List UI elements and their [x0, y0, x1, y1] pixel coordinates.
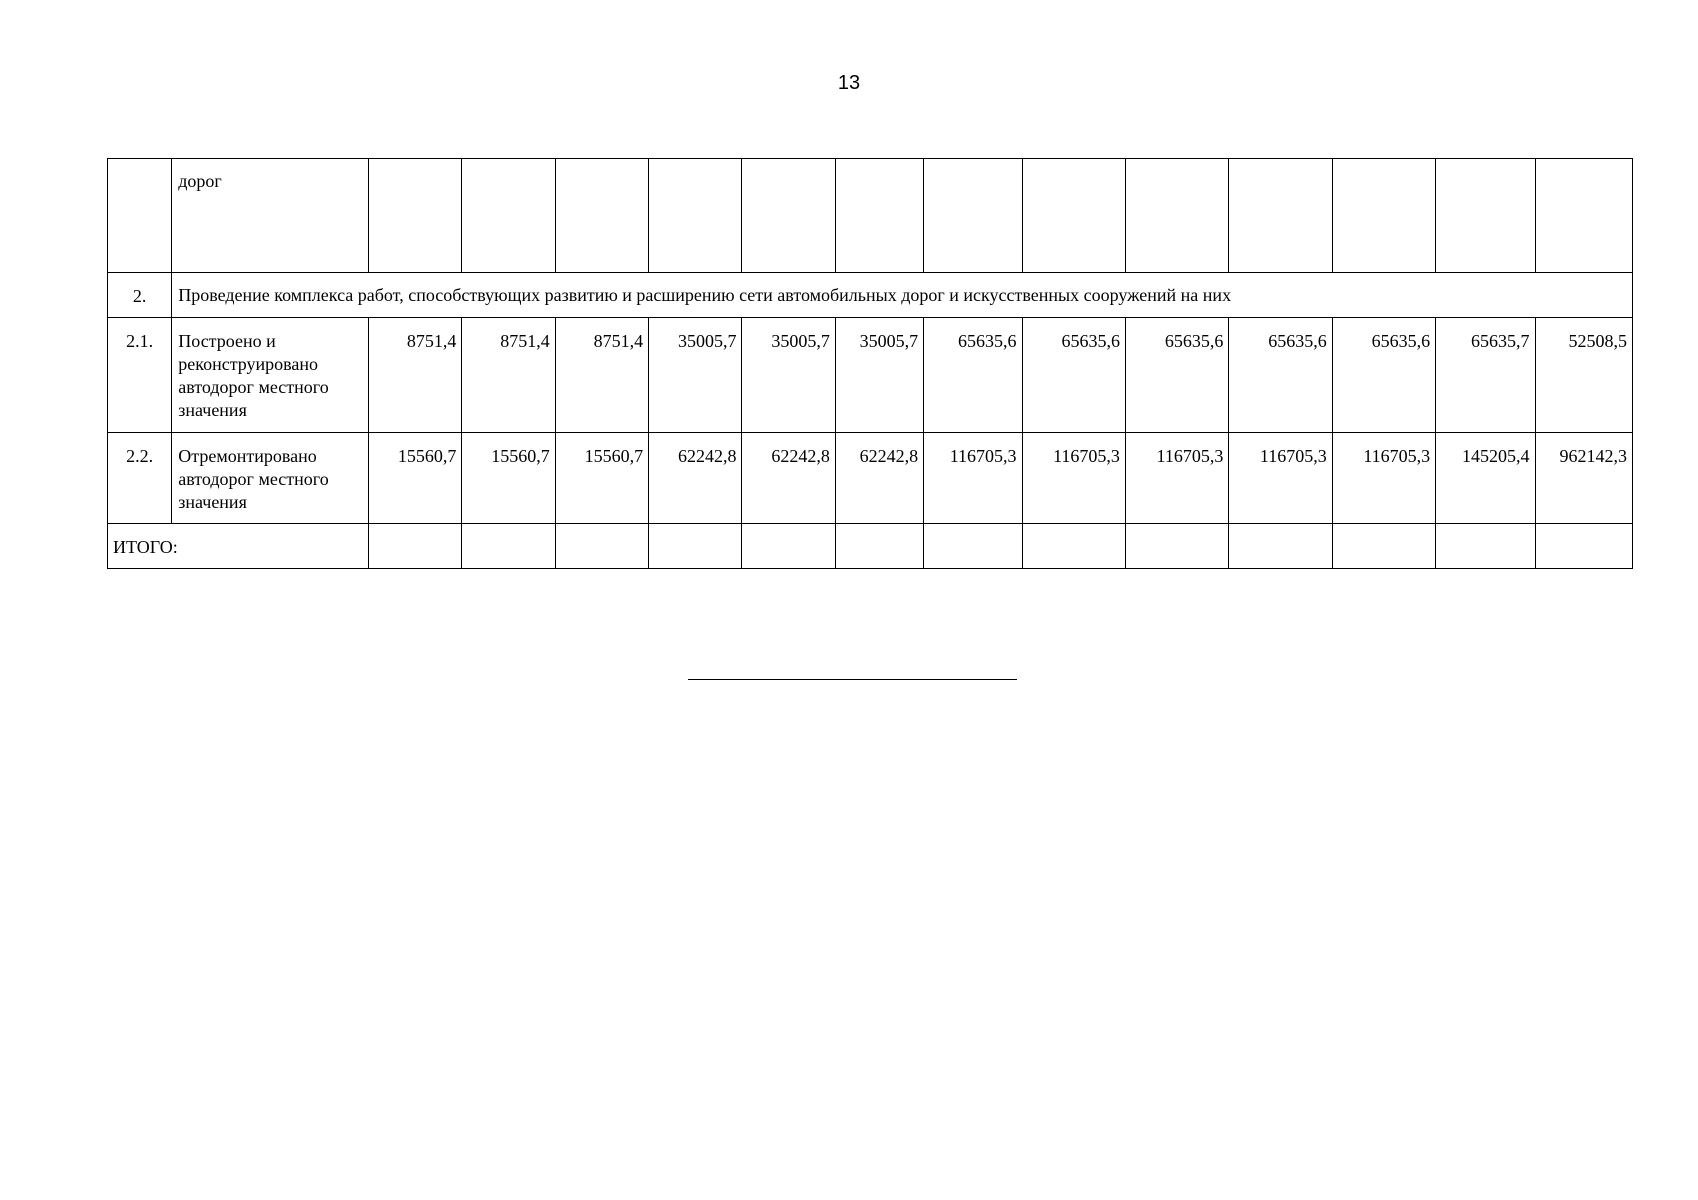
value-cell: 15560,7	[555, 433, 648, 524]
value-cell	[1436, 159, 1535, 273]
value-cell	[555, 524, 648, 569]
value-cell: 35005,7	[742, 318, 835, 433]
row-name: Построено и реконструировано автодорог местного значения	[172, 318, 369, 433]
total-label: ИТОГО:	[108, 524, 369, 569]
value-cell	[1535, 159, 1632, 273]
end-of-document-rule	[688, 679, 1017, 680]
value-cell	[924, 159, 1022, 273]
value-cell	[924, 524, 1022, 569]
row-number: 2.2.	[108, 433, 172, 524]
value-cell	[1332, 524, 1435, 569]
value-cell	[649, 159, 742, 273]
value-cell	[649, 524, 742, 569]
section-title: Проведение комплекса работ, способствующих развитию и расширению сети автомобильных дорог и искусственных сооружений на них	[172, 273, 1633, 318]
value-cell	[1229, 524, 1332, 569]
value-cell	[1535, 524, 1632, 569]
value-cell: 65635,6	[924, 318, 1022, 433]
value-cell: 116705,3	[924, 433, 1022, 524]
value-cell: 116705,3	[1332, 433, 1435, 524]
section-number: 2.	[108, 273, 172, 318]
table-row	[108, 433, 1633, 524]
value-cell: 962142,3	[1535, 433, 1632, 524]
value-cell: 8751,4	[369, 318, 462, 433]
number-cell	[108, 159, 172, 273]
value-cell	[1125, 524, 1228, 569]
value-cell: 15560,7	[369, 433, 462, 524]
value-cell	[1125, 159, 1228, 273]
value-cell: 8751,4	[555, 318, 648, 433]
table-row-section	[108, 273, 1633, 318]
table-row-continuation	[108, 159, 1633, 273]
indicators-table	[107, 158, 1633, 569]
value-cell: 65635,6	[1022, 318, 1125, 433]
value-cell: 65635,7	[1436, 318, 1535, 433]
value-cell: 116705,3	[1125, 433, 1228, 524]
value-cell	[1022, 524, 1125, 569]
row-name: Отремонтировано автодорог местного значения	[172, 433, 369, 524]
page-number: 13	[837, 72, 861, 94]
value-cell: 62242,8	[742, 433, 835, 524]
value-cell: 15560,7	[462, 433, 555, 524]
value-cell: 65635,6	[1332, 318, 1435, 433]
value-cell	[835, 159, 923, 273]
value-cell: 52508,5	[1535, 318, 1632, 433]
value-cell: 65635,6	[1125, 318, 1228, 433]
value-cell: 62242,8	[835, 433, 923, 524]
value-cell: 62242,8	[649, 433, 742, 524]
value-cell	[555, 159, 648, 273]
continuation-label: дорог	[172, 159, 369, 273]
value-cell: 8751,4	[462, 318, 555, 433]
value-cell	[369, 524, 462, 569]
value-cell	[462, 159, 555, 273]
value-cell: 35005,7	[835, 318, 923, 433]
value-cell	[1022, 159, 1125, 273]
value-cell: 116705,3	[1229, 433, 1332, 524]
value-cell	[462, 524, 555, 569]
value-cell: 145205,4	[1436, 433, 1535, 524]
value-cell	[1436, 524, 1535, 569]
value-cell	[742, 524, 835, 569]
value-cell	[742, 159, 835, 273]
table-row	[108, 318, 1633, 433]
value-cell: 35005,7	[649, 318, 742, 433]
value-cell	[369, 159, 462, 273]
value-cell: 65635,6	[1229, 318, 1332, 433]
value-cell	[1229, 159, 1332, 273]
table-row-total	[108, 524, 1633, 569]
row-number: 2.1.	[108, 318, 172, 433]
value-cell	[1332, 159, 1435, 273]
value-cell: 116705,3	[1022, 433, 1125, 524]
value-cell	[835, 524, 923, 569]
